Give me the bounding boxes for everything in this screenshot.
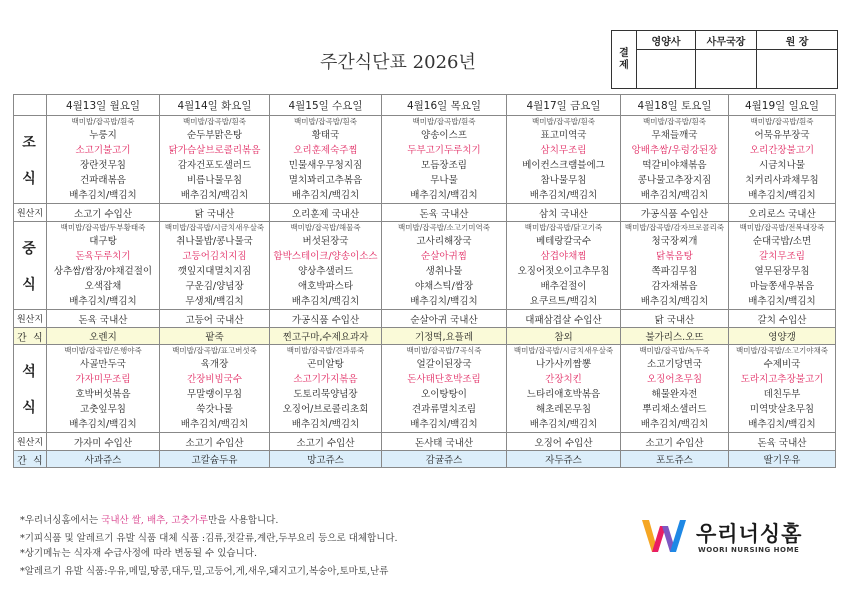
dinner-origin-row-cell: 소고기 수입산 bbox=[160, 433, 270, 451]
menu-item: 고사리해장국 bbox=[416, 236, 472, 247]
menu-item: 치커리사과채무침 bbox=[745, 175, 819, 186]
approval-header-manager: 사무국장 bbox=[696, 31, 757, 50]
menu-item: 오리훈제숙주찜 bbox=[293, 145, 358, 156]
dinner-origin-row-label: 원산지 bbox=[14, 433, 47, 451]
lunch-origin-row-cell: 닭 국내산 bbox=[621, 310, 729, 328]
breakfast-cell bbox=[382, 116, 507, 204]
menu-item: 야채스틱/쌈장 bbox=[414, 281, 474, 292]
menu-item: 육개장 bbox=[200, 359, 229, 370]
menu-item: 애호박파스타 bbox=[297, 281, 354, 292]
note-domestic-post: 만을 사용합니다. bbox=[208, 515, 279, 526]
menu-item: 백미밥/잡곡밥/시금치새우살죽 bbox=[164, 223, 265, 232]
snack1-row-cell: 오렌지 bbox=[47, 328, 160, 345]
menu-item: 베이컨스크램블에그 bbox=[522, 160, 605, 171]
breakfast-label: 조 식 bbox=[14, 116, 47, 204]
menu-item: 백미밥/잡곡밥/두부황태죽 bbox=[60, 223, 146, 232]
menu-item: 오색잡채 bbox=[84, 281, 122, 292]
menu-item: 열무된장무침 bbox=[754, 266, 810, 277]
day-header: 4월14일 화요일 bbox=[160, 95, 270, 116]
lunch-cell bbox=[47, 222, 160, 310]
breakfast-cell bbox=[270, 116, 382, 204]
lunch-origin-row-label: 원산지 bbox=[14, 310, 47, 328]
menu-item: 간장치킨 bbox=[545, 374, 582, 385]
menu-item: 배추김치/백김치 bbox=[640, 296, 709, 307]
menu-item: 백미밥/잡곡밥/흰죽 bbox=[750, 117, 814, 126]
menu-item: 삼겹야채찜 bbox=[540, 251, 587, 262]
lunch-origin-row-cell: 돈육 국내산 bbox=[47, 310, 160, 328]
menu-item: 데친두부 bbox=[763, 389, 801, 400]
menu-item: 모듬장조림 bbox=[421, 160, 467, 171]
menu-item: 배추김치/백김치 bbox=[748, 296, 816, 307]
menu-item: 무나물 bbox=[430, 175, 458, 186]
dinner-cell bbox=[160, 345, 270, 433]
menu-item: 백미밥/잡곡밥/흰죽 bbox=[71, 117, 135, 126]
dinner-origin-row-cell: 오징어 수입산 bbox=[507, 433, 621, 451]
breakfast-cell bbox=[507, 116, 621, 204]
menu-item: 배추겉절이 bbox=[540, 281, 587, 292]
menu-item: 배추김치/백김치 bbox=[69, 419, 137, 430]
menu-item: 황태국 bbox=[311, 130, 340, 141]
menu-item: 베테랑칼국수 bbox=[535, 236, 592, 247]
menu-item: 나가사끼짬뽕 bbox=[535, 359, 592, 370]
menu-item: 생취나물 bbox=[425, 266, 463, 277]
lunch-cell bbox=[382, 222, 507, 310]
menu-item: 해초레몬무침 bbox=[535, 404, 592, 415]
menu-item: 오리간장불고기 bbox=[749, 145, 815, 156]
approval-label bbox=[612, 31, 637, 89]
menu-item: 배추김치/백김치 bbox=[180, 190, 249, 201]
breakfast-origin-row-cell: 삼치 국내산 bbox=[507, 204, 621, 222]
approval-header-dietitian: 영양사 bbox=[637, 31, 696, 50]
day-header: 4월19일 일요일 bbox=[729, 95, 836, 116]
approval-box bbox=[611, 30, 838, 89]
lunch-origin-row-cell: 순살아귀 국내산 bbox=[382, 310, 507, 328]
menu-item: 배추김치/백김치 bbox=[529, 419, 598, 430]
breakfast-cell bbox=[729, 116, 836, 204]
note-domestic-highlight: 국내산 쌀, 배추, 고춧가루 bbox=[101, 515, 209, 526]
dinner-origin-row bbox=[14, 433, 836, 451]
menu-item: 배추김치/백김치 bbox=[410, 296, 478, 307]
menu-item: 돈사태단호박조림 bbox=[407, 374, 481, 385]
menu-item: 배추김치/백김치 bbox=[291, 296, 360, 307]
menu-item: 감자채볶음 bbox=[651, 281, 698, 292]
lunch-row bbox=[14, 222, 836, 310]
day-header: 4월15일 수요일 bbox=[270, 95, 382, 116]
menu-item: 가자미무조림 bbox=[75, 374, 131, 385]
menu-item: 어묵유부장국 bbox=[754, 130, 810, 141]
snack1-row-cell: 영양갱 bbox=[729, 328, 836, 345]
menu-item: 오징어젓오이고추무침 bbox=[517, 266, 610, 277]
note-domestic-pre: *우리너싱홈에서는 bbox=[20, 515, 102, 526]
menu-item: 백미밥/잡곡밥/닭고기죽 bbox=[524, 223, 603, 232]
snack1-row bbox=[14, 328, 836, 345]
brand-name: 우리너싱홈 bbox=[696, 522, 803, 546]
menu-item: 깻잎지대멸치지짐 bbox=[177, 266, 252, 277]
menu-item: 백미밥/잡곡밥/흰죽 bbox=[412, 117, 476, 126]
approval-sign-director[interactable] bbox=[757, 50, 838, 89]
breakfast-row bbox=[14, 116, 836, 204]
menu-item: 느타리애호박볶음 bbox=[526, 389, 601, 400]
menu-item: 떡갈비야채볶음 bbox=[642, 160, 707, 171]
menu-item: 배추김치/백김치 bbox=[410, 419, 478, 430]
day-header: 4월16일 목요일 bbox=[382, 95, 507, 116]
lunch-cell bbox=[160, 222, 270, 310]
menu-item: 감자건포도샐러드 bbox=[177, 160, 252, 171]
dinner-cell bbox=[621, 345, 729, 433]
lunch-cell bbox=[621, 222, 729, 310]
menu-item: 돈육두루치기 bbox=[75, 251, 131, 262]
snack1-row-cell: 불가리스.오뜨 bbox=[621, 328, 729, 345]
menu-item: 시금치나물 bbox=[759, 160, 805, 171]
note-domestic bbox=[20, 512, 398, 526]
lunch-cell bbox=[729, 222, 836, 310]
lunch-origin-row-cell: 고등어 국내산 bbox=[160, 310, 270, 328]
menu-item: 무생채/백김치 bbox=[185, 296, 244, 307]
dinner-cell bbox=[47, 345, 160, 433]
menu-item: 오징어/브로콜리초회 bbox=[282, 404, 369, 415]
menu-item: 쪽파김무침 bbox=[651, 266, 698, 277]
breakfast-origin-row-cell: 가공식품 수입산 bbox=[621, 204, 729, 222]
lunch-cell bbox=[507, 222, 621, 310]
menu-item: 소고기가지볶음 bbox=[293, 374, 358, 385]
snack1-row-cell: 팥죽 bbox=[160, 328, 270, 345]
weekly-menu-table bbox=[13, 94, 836, 468]
snack1-row-cell: 기정떡,요플레 bbox=[382, 328, 507, 345]
menu-item: 삼치무조림 bbox=[540, 145, 587, 156]
menu-item: 무채들깨국 bbox=[651, 130, 698, 141]
breakfast-origin-row-cell: 소고기 수입산 bbox=[47, 204, 160, 222]
dinner-cell bbox=[382, 345, 507, 433]
snack1-row-cell: 찐고구마,수제요과자 bbox=[270, 328, 382, 345]
approval-header-director: 원 장 bbox=[757, 31, 838, 50]
breakfast-origin-row bbox=[14, 204, 836, 222]
menu-item: 오징어초무침 bbox=[646, 374, 703, 385]
dinner-origin-row-cell: 가자미 수입산 bbox=[47, 433, 160, 451]
menu-item: 배추김치/백김치 bbox=[529, 190, 598, 201]
menu-item: 백미밥/잡곡밥/감자브로콜리죽 bbox=[624, 223, 725, 232]
snack1-row-label: 간 식 bbox=[14, 328, 47, 345]
menu-item: 취나물밥/콩나물국 bbox=[176, 236, 253, 247]
snack2-row-cell: 고칼슘두유 bbox=[160, 451, 270, 468]
menu-item: 백미밥/잡곡밥/전복내장죽 bbox=[739, 223, 825, 232]
menu-item: 요쿠르트/백김치 bbox=[529, 296, 598, 307]
menu-item: 백미밥/잡곡밥/시금치새우살죽 bbox=[513, 346, 614, 355]
lunch-origin-row-cell: 갈치 수입산 bbox=[729, 310, 836, 328]
lunch-origin-row-cell: 가공식품 수입산 bbox=[270, 310, 382, 328]
menu-item: 갈치무조림 bbox=[759, 251, 805, 262]
breakfast-cell bbox=[160, 116, 270, 204]
menu-item: 백미밥/잡곡밥/7곡식죽 bbox=[406, 346, 482, 355]
dinner-cell bbox=[729, 345, 836, 433]
menu-item: 뿌리채소샐러드 bbox=[642, 404, 707, 415]
lunch-origin-row bbox=[14, 310, 836, 328]
menu-item: 버섯된장국 bbox=[302, 236, 349, 247]
note-allergy: *알레르기 유발 식품:우유,메밀,땅콩,대두,밀,고등어,게,새우,돼지고기,복숭아,토마토,난류 bbox=[20, 566, 389, 577]
breakfast-origin-row-label: 원산지 bbox=[14, 204, 47, 222]
menu-item: 닭가슴살브로콜리볶음 bbox=[168, 145, 261, 156]
snack1-row-cell: 참외 bbox=[507, 328, 621, 345]
snack2-row-cell: 감귤쥬스 bbox=[382, 451, 507, 468]
menu-item: 백미밥/잡곡밥/소고기야채죽 bbox=[736, 346, 828, 355]
menu-item: 배추김치/백김치 bbox=[69, 190, 137, 201]
menu-item: 오이탕탕이 bbox=[421, 389, 467, 400]
menu-item: 순대국밥/소면 bbox=[752, 236, 812, 247]
breakfast-origin-row-cell: 돈육 국내산 bbox=[382, 204, 507, 222]
menu-item: 배추김치/백김치 bbox=[640, 419, 709, 430]
breakfast-origin-row-cell: 오리로스 국내산 bbox=[729, 204, 836, 222]
menu-item: 백미밥/잡곡밥/흰죽 bbox=[531, 117, 595, 126]
menu-item: 고등어김치지짐 bbox=[182, 251, 247, 262]
menu-item: 누룽지 bbox=[89, 130, 117, 141]
lunch-label: 중 식 bbox=[14, 222, 47, 310]
day-header: 4월13일 월요일 bbox=[47, 95, 160, 116]
menu-item: 수제비국 bbox=[763, 359, 801, 370]
dinner-row bbox=[14, 345, 836, 433]
menu-item: 마늘쫑새우볶음 bbox=[749, 281, 815, 292]
breakfast-origin-row-cell: 닭 국내산 bbox=[160, 204, 270, 222]
menu-item: 곤미알탕 bbox=[307, 359, 344, 370]
menu-item: 멸치꽈리고추볶음 bbox=[288, 175, 363, 186]
menu-item: 쑥갓나물 bbox=[196, 404, 233, 415]
breakfast-origin-row-cell: 오리훈제 국내산 bbox=[270, 204, 382, 222]
menu-item: 호박버섯볶음 bbox=[75, 389, 131, 400]
breakfast-cell bbox=[47, 116, 160, 204]
menu-item: 백미밥/잡곡밥/해물죽 bbox=[290, 223, 361, 232]
menu-item: 앙배추쌈/우렁강된장 bbox=[631, 145, 718, 156]
menu-item: 소고기불고기 bbox=[75, 145, 131, 156]
dinner-origin-row-cell: 소고기 수입산 bbox=[621, 433, 729, 451]
menu-item: 무말랭이무침 bbox=[186, 389, 243, 400]
menu-item: 백미밥/잡곡밥/소고기미역죽 bbox=[398, 223, 490, 232]
menu-item: 대구탕 bbox=[89, 236, 117, 247]
snack2-row-cell: 자두쥬스 bbox=[507, 451, 621, 468]
menu-item: 미역맛살초무침 bbox=[749, 404, 815, 415]
menu-item: 백미밥/잡곡밥/흰죽 bbox=[293, 117, 357, 126]
menu-item: 배추김치/백김치 bbox=[69, 296, 137, 307]
menu-item: 백미밥/잡곡밥/은행야죽 bbox=[64, 346, 142, 355]
menu-item: 양송이스프 bbox=[421, 130, 467, 141]
menu-item: 배추김치/백김치 bbox=[180, 419, 249, 430]
day-header: 4월17일 금요일 bbox=[507, 95, 621, 116]
snack2-row-cell: 포도쥬스 bbox=[621, 451, 729, 468]
menu-item: 비름나물무침 bbox=[186, 175, 243, 186]
menu-item: 상추쌈/쌈장/야채겉절이 bbox=[53, 266, 153, 277]
menu-item: 참나물무침 bbox=[540, 175, 587, 186]
snack2-row bbox=[14, 451, 836, 468]
note-substitute: *기피식품 및 알레르기 유발 식품 대체 식품 :김류,젓갈류,계란,두부요리 등으로 대체합니다. bbox=[20, 533, 398, 544]
menu-item: 청국장찌개 bbox=[651, 236, 698, 247]
dinner-cell bbox=[507, 345, 621, 433]
menu-item: 장란젓무침 bbox=[80, 160, 126, 171]
menu-item: 백미밥/잡곡밥/표고버섯죽 bbox=[172, 346, 257, 355]
menu-item: 백미밥/잡곡밥/흰죽 bbox=[642, 117, 706, 126]
menu-item: 해물완자전 bbox=[651, 389, 698, 400]
menu-item: 표고미역국 bbox=[540, 130, 587, 141]
menu-item: 민물새우무청지짐 bbox=[288, 160, 363, 171]
snack2-row-cell: 망고쥬스 bbox=[270, 451, 382, 468]
menu-item: 구운김/양념장 bbox=[185, 281, 244, 292]
dinner-label: 석 식 bbox=[14, 345, 47, 433]
menu-item: 순두부맑은탕 bbox=[186, 130, 243, 141]
menu-item: 건파래볶음 bbox=[80, 175, 126, 186]
menu-item: 닭볶음탕 bbox=[656, 251, 693, 262]
dinner-origin-row-cell: 소고기 수입산 bbox=[270, 433, 382, 451]
menu-item: 견과류멸치조림 bbox=[411, 404, 477, 415]
menu-item: 배추김치/백김치 bbox=[748, 190, 816, 201]
menu-item: 순살아귀찜 bbox=[421, 251, 467, 262]
note-change: *상기메뉴는 식자재 수급사정에 따라 변동될 수 있습니다. bbox=[20, 548, 257, 559]
breakfast-cell bbox=[621, 116, 729, 204]
menu-item: 배추김치/백김치 bbox=[410, 190, 478, 201]
approval-sign-manager[interactable] bbox=[696, 50, 757, 89]
approval-label-top: 결 bbox=[619, 47, 629, 59]
menu-item: 간장비빔국수 bbox=[186, 374, 243, 385]
menu-item: 백미밥/잡곡밥/견과류죽 bbox=[286, 346, 365, 355]
approval-sign-dietitian[interactable] bbox=[637, 50, 696, 89]
menu-item: 백미밥/잡곡밥/흰죽 bbox=[182, 117, 246, 126]
menu-item: 양상추샐러드 bbox=[297, 266, 354, 277]
menu-item: 배추김치/백김치 bbox=[291, 419, 360, 430]
day-header: 4월18일 토요일 bbox=[621, 95, 729, 116]
menu-item: 배추김치/백김치 bbox=[640, 190, 709, 201]
snack2-row-label: 간 식 bbox=[14, 451, 47, 468]
menu-item: 사골만두국 bbox=[80, 359, 126, 370]
menu-item: 고춧잎무침 bbox=[80, 404, 126, 415]
menu-item: 배추김치/백김치 bbox=[291, 190, 360, 201]
page-title: 주간식단표 2026년 bbox=[320, 52, 476, 73]
menu-item: 함박스테이크/양송이소스 bbox=[273, 251, 378, 262]
notes bbox=[20, 512, 398, 581]
menu-item: 얼갈이된장국 bbox=[416, 359, 472, 370]
menu-item: 백미밥/잡곡밥/녹두죽 bbox=[639, 346, 710, 355]
dinner-origin-row-cell: 돈사태 국내산 bbox=[382, 433, 507, 451]
w-logo-icon bbox=[640, 516, 688, 556]
brand-subtitle: WOORI NURSING HOME bbox=[698, 546, 800, 554]
menu-item: 소고기당면국 bbox=[646, 359, 703, 370]
lunch-origin-row-cell: 대패삼겹살 수입산 bbox=[507, 310, 621, 328]
brand-logo bbox=[640, 512, 820, 562]
lunch-cell bbox=[270, 222, 382, 310]
menu-item: 도토리묵양념장 bbox=[293, 389, 358, 400]
menu-item: 콩나물고추장지짐 bbox=[637, 175, 712, 186]
dinner-cell bbox=[270, 345, 382, 433]
menu-item: 두부고기두루치기 bbox=[407, 145, 481, 156]
snack2-row-cell: 사과쥬스 bbox=[47, 451, 160, 468]
dinner-origin-row-cell: 돈육 국내산 bbox=[729, 433, 836, 451]
approval-label-bottom: 제 bbox=[619, 59, 629, 71]
menu-item: 도라지고추장불고기 bbox=[740, 374, 824, 385]
snack2-row-cell: 딸기우유 bbox=[729, 451, 836, 468]
corner-cell bbox=[14, 95, 47, 116]
day-header-row bbox=[14, 95, 836, 116]
menu-item: 배추김치/백김치 bbox=[748, 419, 816, 430]
